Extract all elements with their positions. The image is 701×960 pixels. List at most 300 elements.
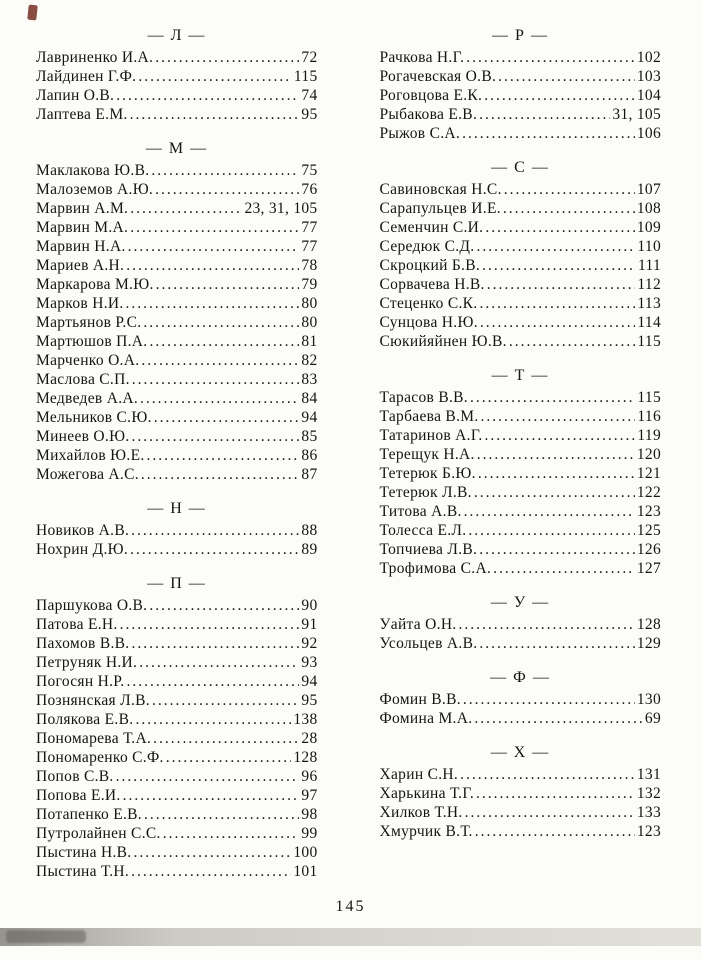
entry-name: Марвин А.М.	[36, 200, 129, 217]
entry-page-number: 128	[293, 749, 318, 766]
dot-leader	[153, 729, 299, 748]
index-entry	[36, 237, 318, 256]
entry-page-number: 88	[301, 522, 318, 539]
index-entry	[380, 822, 662, 841]
entry-name: Пахомов В.В.	[36, 635, 130, 652]
entry-name: Пыстина Т.Н.	[36, 863, 130, 880]
entry-page-number: 80	[301, 295, 318, 312]
dot-leader	[482, 256, 636, 275]
entry-page-number: 126	[636, 541, 661, 558]
index-entry	[380, 124, 662, 143]
entry-name: Погосян Н.Р.	[36, 673, 125, 690]
scan-artifact-bottom-smudge	[6, 930, 86, 943]
index-entry	[380, 199, 662, 218]
dot-leader	[470, 388, 635, 407]
index-entry	[36, 218, 318, 237]
entry-page-number: 78	[301, 257, 318, 274]
entry-name: Малоземов А.Ю.	[36, 181, 154, 198]
entry-page-number: 84	[301, 390, 318, 407]
index-entry	[36, 596, 318, 615]
index-entry	[36, 67, 318, 86]
dot-leader	[475, 822, 635, 841]
dot-leader	[126, 672, 299, 691]
section-letter-heading: — М —	[145, 140, 208, 157]
index-entry	[380, 332, 662, 351]
entry-page-number: 104	[636, 87, 661, 104]
entry-name: Мариев А.Н.	[36, 257, 125, 274]
index-entry	[36, 294, 318, 313]
index-entry	[380, 615, 662, 634]
index-entry	[380, 426, 662, 445]
dot-leader	[130, 199, 242, 218]
entry-name: Семенчин С.И.	[379, 219, 484, 236]
entry-name: Середюк С.Д.	[379, 238, 475, 255]
dot-leader	[131, 862, 291, 881]
entry-page-number: 74	[301, 87, 318, 104]
dot-leader	[166, 748, 292, 767]
dot-leader	[504, 180, 635, 199]
scan-artifact-top-left	[27, 5, 38, 21]
dot-leader	[120, 615, 300, 634]
dot-leader	[485, 218, 635, 237]
section-letter-heading: — Л —	[147, 27, 206, 44]
scan-artifact-bottom-band	[0, 928, 701, 946]
index-entry	[380, 275, 662, 294]
entry-page-number: 96	[301, 768, 318, 785]
index-entry	[36, 710, 318, 729]
index-entry	[36, 48, 318, 67]
index-section	[36, 574, 318, 881]
entry-name: Познянская Л.В.	[36, 692, 150, 709]
index-entry	[380, 313, 662, 332]
index-entry	[380, 256, 662, 275]
index-entry	[36, 389, 318, 408]
section-letter-heading: — Р —	[492, 27, 549, 44]
entry-page-number: 90	[301, 597, 318, 614]
index-entry	[380, 218, 662, 237]
entry-page-number: 102	[636, 49, 661, 66]
entry-page-number: 119	[637, 427, 661, 444]
index-entry	[380, 180, 662, 199]
index-entry	[380, 709, 662, 728]
entry-page-number: 76	[301, 181, 318, 198]
dot-leader	[141, 351, 299, 370]
index-entry	[380, 67, 662, 86]
entry-name: Марков Н.И.	[36, 295, 124, 312]
index-entry	[36, 843, 318, 862]
entry-name: Хмурчик В.Т.	[379, 823, 473, 840]
entry-name: Тетерюк Б.Ю.	[379, 465, 476, 482]
entry-name: Татаринов А.Г.	[379, 427, 483, 444]
entry-page-number: 77	[301, 238, 318, 255]
dot-leader	[130, 105, 300, 124]
index-section	[380, 366, 662, 578]
entry-name: Лайдинен Г.Ф.	[36, 68, 137, 85]
entry-page-number: 81	[301, 333, 318, 350]
index-entry	[36, 256, 318, 275]
index-entry	[380, 803, 662, 822]
entry-name: Маклакова Ю.В.	[36, 162, 150, 179]
entry-name: Маркарова М.Ю.	[36, 276, 154, 293]
page-number: 145	[335, 898, 366, 915]
index-section	[380, 668, 662, 728]
entry-page-number: 103	[636, 68, 661, 85]
entry-name: Можегова А.С.	[36, 466, 139, 483]
entry-page-number: 97	[301, 787, 318, 804]
dot-leader	[479, 294, 635, 313]
entry-name: Пономарева Т.А.	[36, 730, 152, 747]
entry-name: Фомин В.В.	[379, 691, 461, 708]
dot-leader	[144, 805, 299, 824]
entry-page-number: 109	[636, 219, 661, 236]
index-entry	[36, 408, 318, 427]
index-entry	[380, 407, 662, 426]
index-entry	[36, 105, 318, 124]
entry-name: Хилков Т.Н.	[379, 804, 463, 821]
section-letter-heading: — Т —	[491, 367, 549, 384]
entry-name: Попов С.В.	[36, 768, 114, 785]
entry-page-number: 94	[301, 409, 318, 426]
dot-leader	[155, 48, 299, 67]
index-section	[36, 139, 318, 484]
dot-leader	[126, 294, 300, 313]
entry-page-number: 116	[637, 408, 661, 425]
index-entry	[380, 634, 662, 653]
dot-leader	[503, 199, 635, 218]
index-entry	[36, 465, 318, 484]
index-entry	[36, 691, 318, 710]
index-entry	[36, 180, 318, 199]
entry-name: Мартьянов Р.С.	[36, 314, 142, 331]
index-section	[36, 499, 318, 559]
entry-name: Маслова С.П.	[36, 371, 130, 388]
dot-leader	[116, 767, 300, 786]
dot-leader	[476, 784, 635, 803]
dot-leader	[481, 407, 636, 426]
entry-name: Тарбаева В.М.	[379, 408, 479, 425]
entry-name: Савиновская Н.С.	[379, 181, 502, 198]
dot-leader	[509, 332, 636, 351]
entry-name: Нохрин Д.Ю.	[36, 541, 129, 558]
entry-name: Путролайнен С.С.	[36, 825, 161, 842]
index-entry	[380, 388, 662, 407]
entry-page-number: 127	[636, 560, 661, 577]
dot-leader	[485, 426, 636, 445]
entry-page-number: 101	[293, 863, 318, 880]
entry-page-number: 123	[636, 503, 661, 520]
entry-page-number: 94	[301, 673, 318, 690]
index-entry	[380, 521, 662, 540]
entry-page-number: 98	[301, 806, 318, 823]
entry-page-number: 89	[301, 541, 318, 558]
dot-leader	[478, 464, 635, 483]
index-section	[380, 593, 662, 653]
dot-leader	[465, 803, 635, 822]
entry-name: Фомина М.А.	[379, 710, 473, 727]
index-entry	[380, 464, 662, 483]
dot-leader	[480, 313, 636, 332]
index-entry	[380, 105, 662, 124]
entry-page-number: 120	[636, 446, 661, 463]
entry-name: Рыжов С.А.	[379, 125, 461, 142]
index-entry	[36, 446, 318, 465]
entry-name: Мартюшов П.А.	[36, 333, 148, 350]
entry-page-number: 92	[301, 635, 318, 652]
dot-leader	[462, 124, 635, 143]
entry-name: Терещук Н.А.	[379, 446, 475, 463]
index-column-right	[380, 26, 662, 881]
index-entry	[36, 767, 318, 786]
dot-leader	[479, 105, 610, 124]
entry-page-number: 23, 31, 105	[244, 200, 318, 217]
entry-name: Тетерюк Л.В.	[379, 484, 472, 501]
entry-page-number: 85	[301, 428, 318, 445]
section-letter-heading: — С —	[491, 159, 550, 176]
entry-page-number: 115	[637, 333, 661, 350]
entry-page-number: 72	[301, 49, 318, 66]
entry-name: Сюкийяйнен Ю.В.	[379, 333, 507, 350]
entry-page-number: 125	[636, 522, 661, 539]
index-entry	[380, 294, 662, 313]
dot-leader	[163, 824, 300, 843]
dot-leader	[141, 465, 299, 484]
entry-name: Сорвачева Н.В.	[379, 276, 485, 293]
dot-leader	[155, 180, 299, 199]
entry-name: Марвин Н.А.	[36, 238, 126, 255]
index-entry	[36, 672, 318, 691]
entry-page-number: 131	[636, 766, 661, 783]
entry-name: Топчиева Л.В.	[379, 541, 478, 558]
dot-leader	[131, 521, 299, 540]
index-section	[36, 26, 318, 124]
index-entry	[36, 199, 318, 218]
dot-leader	[132, 370, 300, 389]
dot-leader	[123, 786, 300, 805]
entry-name: Харин С.Н.	[379, 766, 459, 783]
entry-name: Минеев О.Ю.	[36, 428, 130, 445]
entry-page-number: 128	[636, 616, 661, 633]
entry-name: Сарапульцев И.Е.	[379, 200, 501, 217]
entry-name: Медведев А.А.	[36, 390, 139, 407]
index-entry	[36, 786, 318, 805]
dot-leader	[498, 67, 635, 86]
dot-leader	[132, 427, 300, 446]
entry-page-number: 114	[637, 314, 661, 331]
dot-leader	[135, 710, 291, 729]
index-entry	[36, 748, 318, 767]
section-letter-heading: — У —	[490, 594, 550, 611]
dot-leader	[138, 67, 292, 86]
dot-leader	[466, 48, 635, 67]
entry-name: Петруняк Н.И.	[36, 654, 138, 671]
dot-leader	[477, 445, 635, 464]
entry-page-number: 100	[293, 844, 318, 861]
entry-page-number: 115	[637, 389, 661, 406]
index-entry	[380, 502, 662, 521]
dot-leader	[487, 275, 636, 294]
entry-page-number: 77	[301, 219, 318, 236]
dot-leader	[493, 559, 635, 578]
entry-page-number: 69	[644, 710, 661, 727]
section-letter-heading: — Ф —	[490, 669, 551, 686]
dot-leader	[128, 237, 300, 256]
entry-page-number: 91	[301, 616, 318, 633]
entry-name: Патова Е.Н.	[36, 616, 118, 633]
entry-name: Пономаренко С.Ф.	[36, 749, 164, 766]
dot-leader	[126, 256, 299, 275]
entry-page-number: 123	[636, 823, 661, 840]
section-letter-heading: — Х —	[490, 744, 550, 761]
index-entry	[380, 48, 662, 67]
entry-page-number: 83	[301, 371, 318, 388]
dot-leader	[151, 161, 299, 180]
entry-page-number: 110	[637, 238, 661, 255]
dot-leader	[140, 389, 299, 408]
dot-leader	[134, 843, 292, 862]
entry-name: Лаптева Е.М.	[36, 106, 128, 123]
entry-page-number: 107	[636, 181, 661, 198]
entry-page-number: 115	[293, 68, 318, 85]
dot-leader	[460, 765, 635, 784]
index-entry	[36, 351, 318, 370]
index-section	[380, 158, 662, 351]
dot-leader	[459, 615, 635, 634]
index-entry	[36, 653, 318, 672]
dot-leader	[479, 540, 635, 559]
entry-page-number: 132	[636, 785, 661, 802]
entry-page-number: 121	[636, 465, 661, 482]
index-entry	[36, 615, 318, 634]
entry-page-number: 79	[301, 276, 318, 293]
entry-name: Паршукова О.В.	[36, 597, 148, 614]
entry-name: Тарасов В.В.	[379, 389, 468, 406]
index-entry	[380, 483, 662, 502]
dot-leader	[468, 521, 634, 540]
dot-leader	[474, 483, 635, 502]
index-entry	[36, 862, 318, 881]
entry-page-number: 28	[301, 730, 318, 747]
entry-page-number: 93	[301, 654, 318, 671]
index-section	[380, 743, 662, 841]
dot-leader	[139, 653, 299, 672]
index-entry	[380, 784, 662, 803]
entry-page-number: 87	[301, 466, 318, 483]
index-entry	[380, 445, 662, 464]
entry-page-number: 95	[301, 692, 318, 709]
entry-name: Мельников С.Ю.	[36, 409, 152, 426]
index-column-left	[36, 26, 318, 881]
index-entry	[36, 313, 318, 332]
entry-name: Стеценко С.К.	[379, 295, 478, 312]
entry-page-number: 133	[636, 804, 661, 821]
dot-leader	[131, 634, 299, 653]
entry-name: Полякова Е.В.	[36, 711, 134, 728]
entry-page-number: 113	[637, 295, 661, 312]
entry-page-number: 86	[301, 447, 318, 464]
index-entry	[36, 729, 318, 748]
index-entry	[36, 332, 318, 351]
dot-leader	[484, 86, 635, 105]
index-entry	[36, 275, 318, 294]
entry-name: Рачкова Н.Г.	[379, 49, 465, 66]
entry-name: Рыбакова Е.В.	[379, 106, 478, 123]
entry-name: Скроцкий Б.В.	[379, 257, 481, 274]
index-entry	[36, 521, 318, 540]
entry-name: Уайта О.Н.	[379, 616, 457, 633]
entry-page-number: 99	[301, 825, 318, 842]
dot-leader	[130, 218, 299, 237]
entry-page-number: 111	[638, 257, 661, 274]
entry-name: Марченко О.А.	[36, 352, 140, 369]
dot-leader	[143, 313, 299, 332]
index-entry	[36, 805, 318, 824]
dot-leader	[147, 446, 300, 465]
entry-page-number: 112	[637, 276, 661, 293]
entry-name: Трофимова С.А.	[379, 560, 492, 577]
index-entry	[36, 824, 318, 843]
dot-leader	[152, 691, 299, 710]
entry-name: Сунцова Н.Ю.	[379, 314, 478, 331]
dot-leader	[156, 275, 300, 294]
index-entry	[380, 237, 662, 256]
dot-leader	[479, 634, 634, 653]
index-entry	[380, 86, 662, 105]
entry-page-number: 75	[301, 162, 318, 179]
entry-name: Марвин М.А.	[36, 219, 129, 236]
entry-page-number: 95	[301, 106, 318, 123]
dot-leader	[476, 237, 635, 256]
index-entry	[380, 559, 662, 578]
entry-name: Рогачевская О.В.	[379, 68, 497, 85]
index-section	[380, 26, 662, 143]
index-entry	[36, 370, 318, 389]
entry-name: Роговцова Е.К.	[379, 87, 483, 104]
section-letter-heading: — П —	[147, 575, 207, 592]
index-entry	[380, 765, 662, 784]
entry-name: Пыстина Н.В.	[36, 844, 132, 861]
section-letter-heading: — Н —	[147, 500, 207, 517]
dot-leader	[154, 408, 300, 427]
entry-name: Титова А.В.	[379, 503, 462, 520]
entry-name: Толесса Е.Л.	[379, 522, 467, 539]
entry-page-number: 31, 105	[612, 106, 661, 123]
index-entry	[36, 540, 318, 559]
entry-name: Лапин О.В.	[36, 87, 115, 104]
entry-page-number: 138	[293, 711, 318, 728]
entry-page-number: 106	[636, 125, 661, 142]
entry-page-number: 80	[301, 314, 318, 331]
entry-name: Усольцев А.В.	[379, 635, 478, 652]
index-entry	[380, 540, 662, 559]
entry-page-number: 122	[636, 484, 661, 501]
dot-leader	[149, 596, 299, 615]
entry-page-number: 82	[301, 352, 318, 369]
dot-leader	[116, 86, 299, 105]
dot-leader	[149, 332, 299, 351]
dot-leader	[463, 690, 635, 709]
entry-name: Новиков А.В.	[36, 522, 130, 539]
dot-leader	[130, 540, 299, 559]
entry-name: Лавриненко И.А.	[36, 49, 154, 66]
dot-leader	[474, 709, 643, 728]
index-entry	[380, 690, 662, 709]
dot-leader	[464, 502, 635, 521]
entry-name: Михайлов Ю.Е.	[36, 447, 145, 464]
entry-name: Попова Е.И.	[36, 787, 121, 804]
entry-page-number: 108	[636, 200, 661, 217]
entry-page-number: 129	[636, 635, 661, 652]
entry-name: Потапенко Е.В.	[36, 806, 142, 823]
